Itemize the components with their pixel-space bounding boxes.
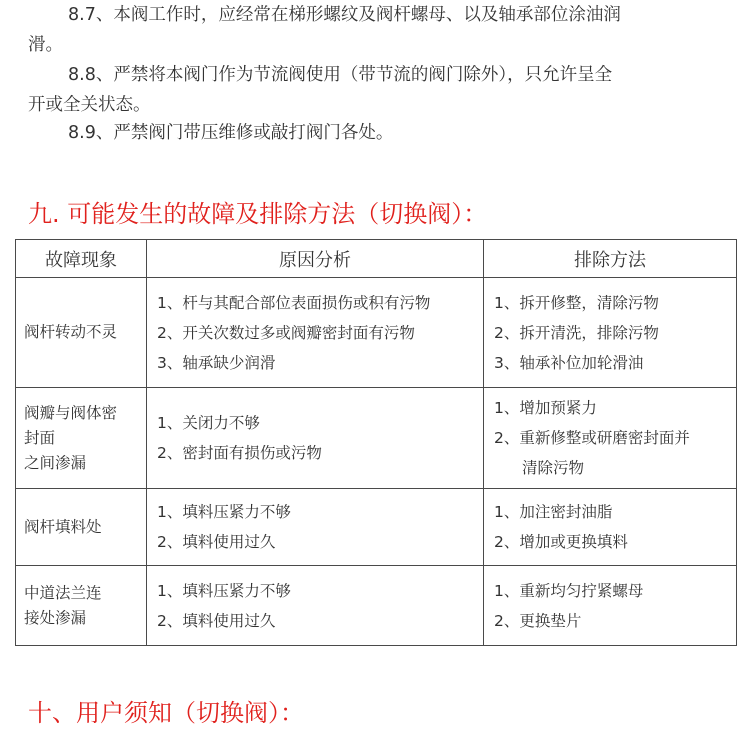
remedy-item: 3、轴承补位加轮滑油: [494, 353, 644, 372]
cause-item: 2、填料使用过久: [157, 533, 276, 551]
paragraph-text-continued: 开或全关状态。: [28, 95, 151, 115]
remedy-cell: [484, 388, 737, 489]
symptom-text: 封面: [24, 428, 56, 447]
remedy-cell: [484, 566, 737, 646]
remedy-item: 2、重新修整或研磨密封面并: [494, 429, 690, 447]
fault-table: [15, 239, 737, 646]
section-9-title: 九. 可能发生的故障及排除方法（切换阀）：: [28, 200, 488, 228]
header-symptom: 故障现象: [16, 240, 147, 278]
symptom-text: 之间渗漏: [24, 453, 87, 472]
cause-cell: [147, 566, 484, 646]
symptom-cell: [16, 566, 147, 646]
cause-item: 1、杆与其配合部位表面损伤或积有污物: [157, 293, 431, 312]
cause-item: 1、填料压紧力不够: [157, 581, 291, 600]
remedy-item: 2、增加或更换填料: [494, 533, 628, 551]
section-10-title: 十、用户须知（切换阀）：: [28, 699, 304, 727]
remedy-cell: [484, 489, 737, 566]
remedy-item-continued: 清除污物: [522, 459, 585, 477]
table-row: [16, 566, 737, 646]
paragraph-8-9: [28, 118, 733, 148]
table-row: [16, 278, 737, 388]
cause-item: 2、开关次数过多或阀瓣密封面有污物: [157, 323, 415, 342]
symptom-text: 阀瓣与阀体密: [24, 403, 118, 422]
cause-item: 1、填料压紧力不够: [157, 503, 291, 521]
remedy-item: 1、增加预紧力: [494, 399, 597, 417]
remedy-item: 2、拆开清洗，排除污物: [494, 323, 659, 342]
symptom-cell: [16, 388, 147, 489]
remedy-item: 1、加注密封油脂: [494, 503, 613, 521]
cause-item: 2、填料使用过久: [157, 611, 276, 630]
header-cause: 原因分析: [147, 240, 484, 278]
remedy-item: 2、更换垫片: [494, 611, 582, 630]
remedy-cell: [484, 278, 737, 388]
remedy-item: 1、拆开修整，清除污物: [494, 293, 659, 312]
table-header-row: [16, 240, 737, 278]
cause-cell: [147, 278, 484, 388]
paragraph-8-8: [28, 60, 733, 120]
paragraph-8-7: [28, 0, 733, 60]
symptom-text: 中道法兰连: [24, 583, 102, 602]
table-row: [16, 388, 737, 489]
symptom-text: 阀杆转动不灵: [24, 323, 118, 341]
symptom-text: 阀杆填料处: [24, 517, 102, 536]
remedy-item: 1、重新均匀拧紧螺母: [494, 581, 644, 600]
paragraph-text: 8.9、严禁阀门带压维修或敲打阀门各处。: [68, 123, 394, 143]
cause-item: 1、关闭力不够: [157, 414, 260, 432]
symptom-cell: [16, 489, 147, 566]
header-remedy: 排除方法: [484, 240, 737, 278]
table-row: [16, 489, 737, 566]
paragraph-text: 8.8、严禁将本阀门作为节流阀使用（带节流的阀门除外），只允许呈全: [68, 65, 613, 85]
cause-cell: [147, 489, 484, 566]
paragraph-text: 8.7、本阀工作时，应经常在梯形螺纹及阀杆螺母、以及轴承部位涂油润: [68, 5, 621, 25]
cause-item: 2、密封面有损伤或污物: [157, 444, 322, 462]
symptom-cell: [16, 278, 147, 388]
cause-cell: [147, 388, 484, 489]
cause-item: 3、轴承缺少润滑: [157, 353, 276, 372]
symptom-text: 接处渗漏: [24, 608, 87, 627]
paragraph-text-continued: 滑。: [28, 35, 63, 55]
